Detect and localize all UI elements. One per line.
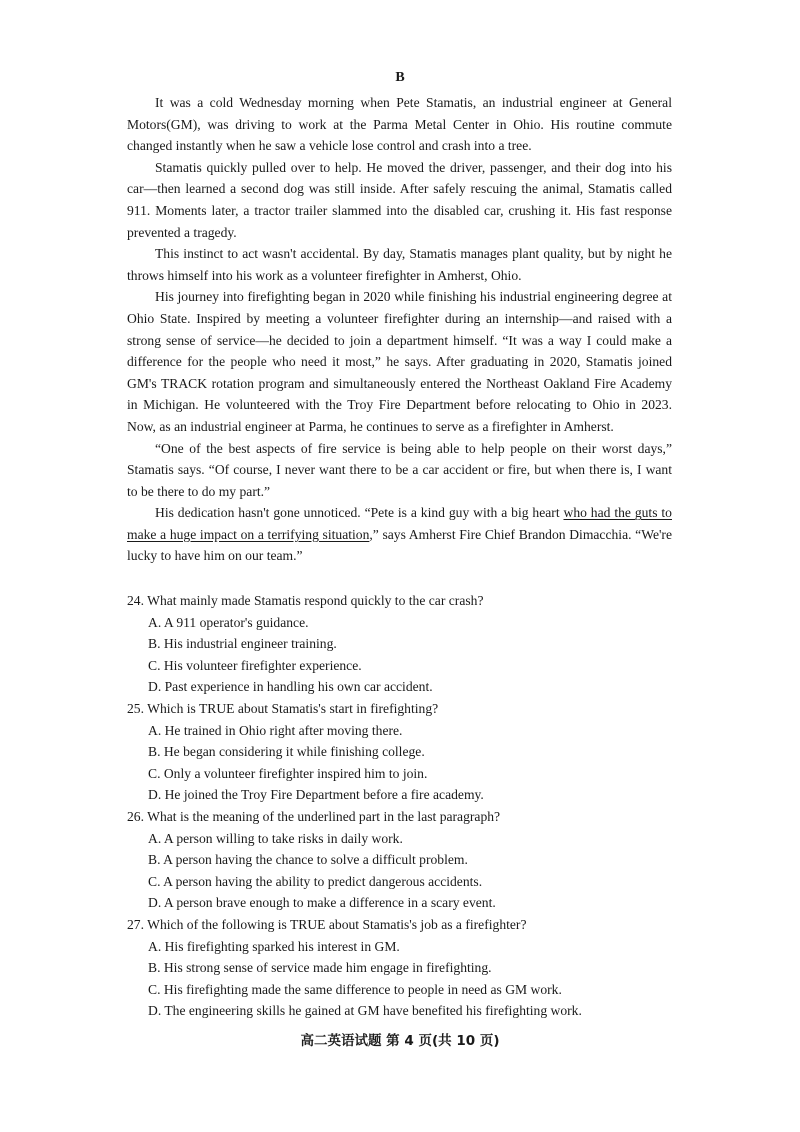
underlined-phrase: who had the guts to make a huge impact on a terrifying situation bbox=[127, 505, 672, 542]
question-27 bbox=[127, 914, 672, 1022]
option-a: A. He trained in Ohio right after moving there. bbox=[148, 722, 403, 738]
option-b: B. A person having the chance to solve a difficult problem. bbox=[148, 852, 468, 868]
option-d: D. The engineering skills he gained at GM have benefited his firefighting work. bbox=[148, 1003, 582, 1019]
question-26 bbox=[127, 806, 672, 914]
question-stem: 26. What is the meaning of the underlined part in the last paragraph? bbox=[127, 808, 501, 824]
option-c: C. Only a volunteer firefighter inspired him to join. bbox=[148, 765, 428, 781]
question-stem: 27. Which of the following is TRUE about Stamatis's job as a firefighter? bbox=[127, 916, 527, 932]
option-a: A. His firefighting sparked his interest in GM. bbox=[148, 938, 400, 954]
option-b: B. His industrial engineer training. bbox=[148, 636, 337, 652]
section-title: B bbox=[395, 70, 405, 85]
option-d: D. Past experience in handling his own car accident. bbox=[148, 679, 433, 695]
option-c: C. A person having the ability to predict dangerous accidents. bbox=[148, 873, 483, 889]
question-stem: 25. Which is TRUE about Stamatis's start in firefighting? bbox=[127, 700, 439, 716]
paragraph-4: His journey into firefighting began in 2020 while finishing his industrial engineering degree at Ohio State. Inspired by meeting a volunteer firefighter during an internship—and raised with a strong sense of service—he decided to join a department himself. “It was a way I could make a difference for the people who need it most,” he says. After graduating in 2020, Stamatis joined GM's TRACK rotation program and simultaneously entered the Northeast Oakland Fire Academy in Michigan. He volunteered with the Troy Fire Department before relocating to Ohio in 2023. Now, as an industrial engineer at Parma, he continues to serve as a firefighter in Amherst. bbox=[127, 289, 672, 434]
option-a: A. A 911 operator's guidance. bbox=[148, 614, 309, 630]
question-24 bbox=[127, 590, 672, 698]
paragraph-5: “One of the best aspects of fire service is being able to help people on their worst days,” Stamatis says. “Of course, I never want there to be a car accident or fire, but when there is, I want to be there to do my part.” bbox=[127, 440, 672, 499]
option-d: D. A person brave enough to make a difference in a scary event. bbox=[148, 895, 496, 911]
option-b: B. He began considering it while finishing college. bbox=[148, 744, 425, 760]
paragraph-3: This instinct to act wasn't accidental. By day, Stamatis manages plant quality, but by night he throws himself into his work as a volunteer firefighter in Amherst, Ohio. bbox=[127, 246, 672, 283]
page-footer: 高二英语试题 第 4 页(共 10 页) bbox=[300, 1033, 500, 1049]
option-d: D. He joined the Troy Fire Department before a fire academy. bbox=[148, 787, 484, 803]
option-a: A. A person willing to take risks in daily work. bbox=[148, 830, 403, 846]
reading-passage bbox=[127, 92, 672, 567]
paragraph-6 bbox=[127, 502, 672, 567]
option-b: B. His strong sense of service made him engage in firefighting. bbox=[148, 960, 492, 976]
option-c: C. His firefighting made the same difference to people in need as GM work. bbox=[148, 981, 562, 997]
question-25 bbox=[127, 698, 672, 806]
question-list bbox=[127, 590, 672, 1022]
paragraph-6-start: His dedication hasn't gone unnoticed. “Pete is a kind guy with a big heart bbox=[155, 505, 564, 521]
paragraph-6-end: ,” says Amherst Fire Chief Brandon Dimacchia. “We're lucky to have him on our team.” bbox=[127, 526, 672, 564]
option-c: C. His volunteer firefighter experience. bbox=[148, 657, 362, 673]
paragraph-2: Stamatis quickly pulled over to help. He moved the driver, passenger, and their dog into his car—then learned a second dog was still inside. After safely rescuing the animal, Stamatis called 911. Moments later, a tractor trailer slammed into the disabled car, crushing it. His fast response prevented a tragedy. bbox=[127, 159, 672, 240]
paragraph-1: It was a cold Wednesday morning when Pete Stamatis, an industrial engineer at General Motors(GM), was driving to work at the Parma Metal Center in Ohio. His routine commute changed instantly when he saw a vehicle lose control and crash into a tree. bbox=[127, 95, 672, 154]
question-stem: 24. What mainly made Stamatis respond quickly to the car crash? bbox=[127, 593, 484, 608]
